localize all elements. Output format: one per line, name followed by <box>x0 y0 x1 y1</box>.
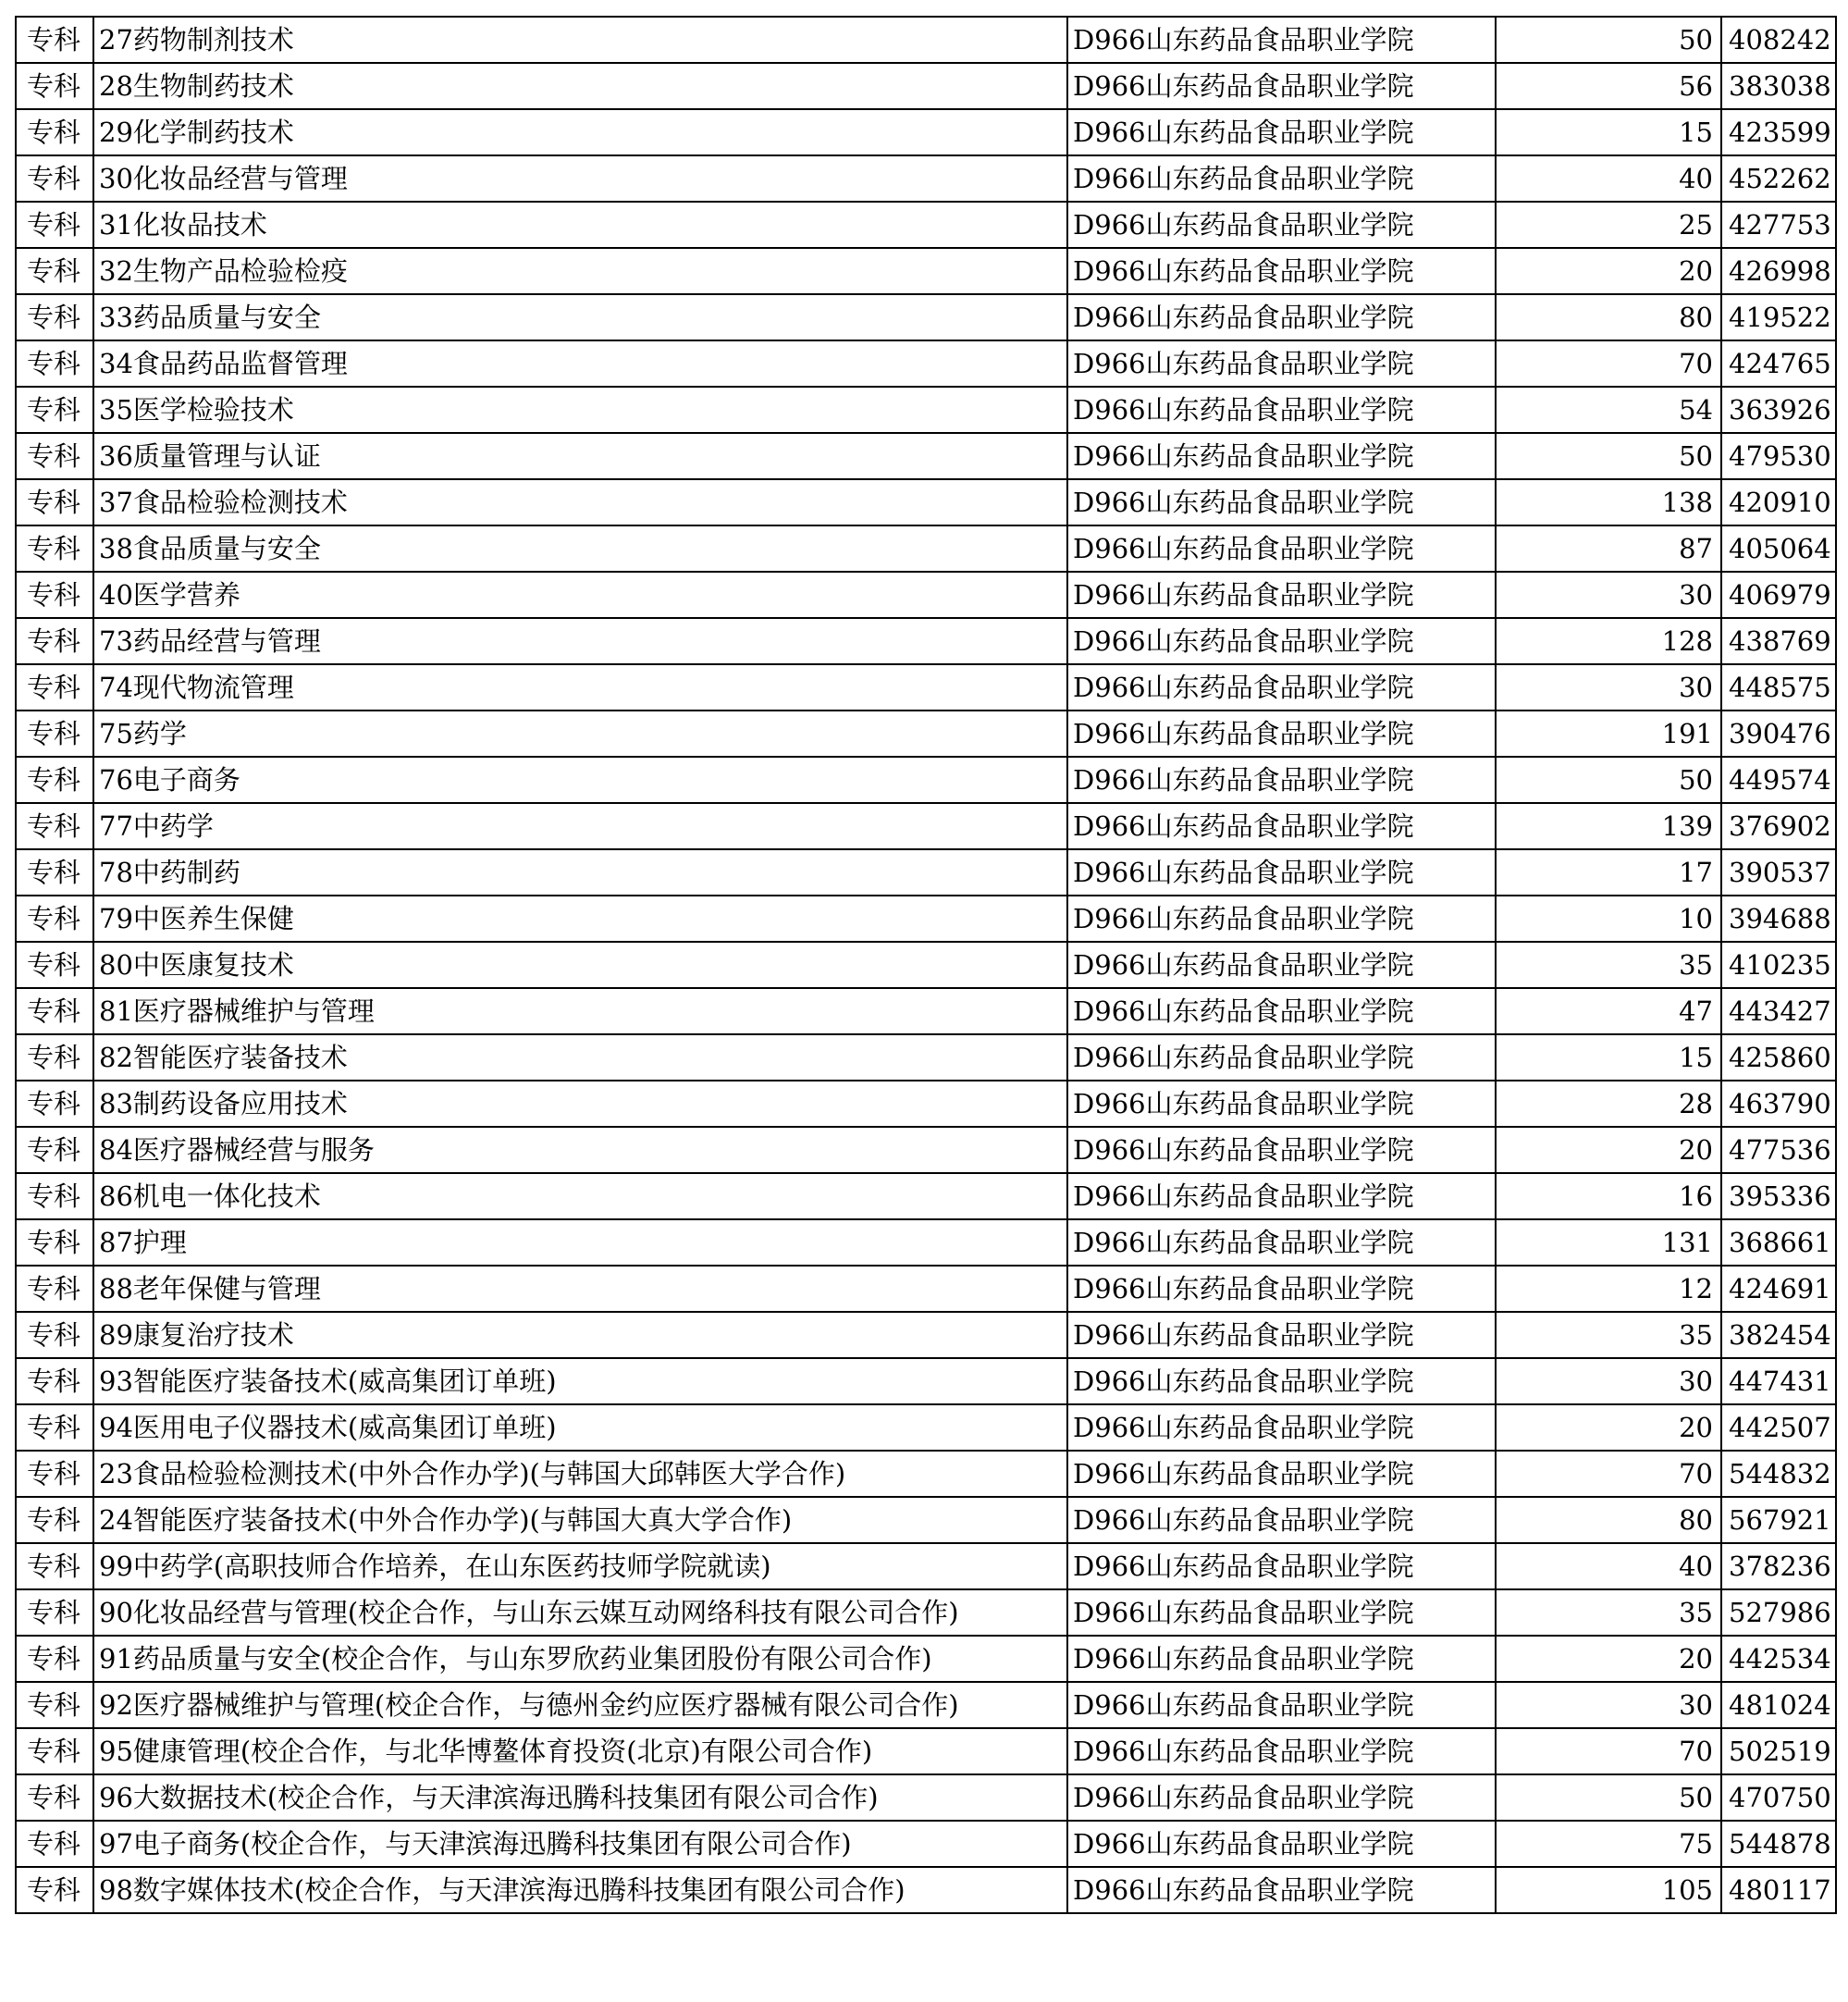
table-row <box>16 572 1836 618</box>
table-row <box>16 1821 1836 1867</box>
school-cell: D966山东药品食品职业学院 <box>1067 433 1496 479</box>
school-cell: D966山东药品食品职业学院 <box>1067 1682 1496 1728</box>
plan-count-cell: 10 <box>1496 896 1721 942</box>
level-cell: 专科 <box>16 1589 93 1636</box>
school-cell: D966山东药品食品职业学院 <box>1067 803 1496 849</box>
major-cell: 27药物制剂技术 <box>93 17 1067 63</box>
plan-count-cell: 20 <box>1496 1636 1721 1682</box>
major-cell: 73药品经营与管理 <box>93 618 1067 664</box>
school-cell: D966山东药品食品职业学院 <box>1067 202 1496 248</box>
min-rank-cell: 479530 <box>1721 433 1836 479</box>
table-row <box>16 340 1836 387</box>
min-rank-cell: 405064 <box>1721 525 1836 572</box>
level-cell: 专科 <box>16 1497 93 1543</box>
min-rank-cell: 376902 <box>1721 803 1836 849</box>
school-cell: D966山东药品食品职业学院 <box>1067 525 1496 572</box>
level-cell: 专科 <box>16 803 93 849</box>
plan-count-cell: 54 <box>1496 387 1721 433</box>
school-cell: D966山东药品食品职业学院 <box>1067 1173 1496 1219</box>
plan-count-cell: 56 <box>1496 63 1721 109</box>
major-cell: 93智能医疗装备技术(威高集团订单班) <box>93 1358 1067 1404</box>
level-cell: 专科 <box>16 988 93 1034</box>
table-row <box>16 433 1836 479</box>
table-row <box>16 1404 1836 1451</box>
level-cell: 专科 <box>16 1543 93 1589</box>
level-cell: 专科 <box>16 1728 93 1774</box>
min-rank-cell: 480117 <box>1721 1867 1836 1913</box>
major-cell: 95健康管理(校企合作，与北华博鳌体育投资(北京)有限公司合作) <box>93 1728 1067 1774</box>
major-cell: 94医用电子仪器技术(威高集团订单班) <box>93 1404 1067 1451</box>
level-cell: 专科 <box>16 1636 93 1682</box>
plan-count-cell: 17 <box>1496 849 1721 896</box>
major-cell: 33药品质量与安全 <box>93 294 1067 340</box>
level-cell: 专科 <box>16 1219 93 1266</box>
plan-count-cell: 16 <box>1496 1173 1721 1219</box>
table-row <box>16 525 1836 572</box>
min-rank-cell: 394688 <box>1721 896 1836 942</box>
table-row <box>16 1266 1836 1312</box>
school-cell: D966山东药品食品职业学院 <box>1067 664 1496 711</box>
table-row <box>16 896 1836 942</box>
min-rank-cell: 567921 <box>1721 1497 1836 1543</box>
table-row <box>16 988 1836 1034</box>
level-cell: 专科 <box>16 340 93 387</box>
min-rank-cell: 426998 <box>1721 248 1836 294</box>
min-rank-cell: 406979 <box>1721 572 1836 618</box>
min-rank-cell: 470750 <box>1721 1774 1836 1821</box>
table-row <box>16 1451 1836 1497</box>
school-cell: D966山东药品食品职业学院 <box>1067 1636 1496 1682</box>
table-row <box>16 63 1836 109</box>
major-cell: 79中医养生保健 <box>93 896 1067 942</box>
level-cell: 专科 <box>16 757 93 803</box>
plan-count-cell: 12 <box>1496 1266 1721 1312</box>
school-cell: D966山东药品食品职业学院 <box>1067 1821 1496 1867</box>
plan-count-cell: 30 <box>1496 1682 1721 1728</box>
min-rank-cell: 419522 <box>1721 294 1836 340</box>
major-cell: 97电子商务(校企合作，与天津滨海迅腾科技集团有限公司合作) <box>93 1821 1067 1867</box>
major-cell: 90化妆品经营与管理(校企合作，与山东云媒互动网络科技有限公司合作) <box>93 1589 1067 1636</box>
min-rank-cell: 463790 <box>1721 1081 1836 1127</box>
table-row <box>16 849 1836 896</box>
min-rank-cell: 481024 <box>1721 1682 1836 1728</box>
table-row <box>16 1034 1836 1081</box>
major-cell: 82智能医疗装备技术 <box>93 1034 1067 1081</box>
table-row <box>16 248 1836 294</box>
level-cell: 专科 <box>16 479 93 525</box>
school-cell: D966山东药品食品职业学院 <box>1067 1728 1496 1774</box>
table-row <box>16 294 1836 340</box>
level-cell: 专科 <box>16 896 93 942</box>
table-row <box>16 1728 1836 1774</box>
table-row <box>16 17 1836 63</box>
plan-count-cell: 30 <box>1496 1358 1721 1404</box>
school-cell: D966山东药品食品职业学院 <box>1067 1219 1496 1266</box>
plan-count-cell: 80 <box>1496 1497 1721 1543</box>
admission-table-body <box>16 17 1836 1913</box>
plan-count-cell: 105 <box>1496 1867 1721 1913</box>
plan-count-cell: 35 <box>1496 942 1721 988</box>
level-cell: 专科 <box>16 63 93 109</box>
major-cell: 81医疗器械维护与管理 <box>93 988 1067 1034</box>
min-rank-cell: 544878 <box>1721 1821 1836 1867</box>
table-row <box>16 757 1836 803</box>
major-cell: 99中药学(高职技师合作培养，在山东医药技师学院就读) <box>93 1543 1067 1589</box>
major-cell: 38食品质量与安全 <box>93 525 1067 572</box>
min-rank-cell: 424765 <box>1721 340 1836 387</box>
plan-count-cell: 70 <box>1496 1728 1721 1774</box>
level-cell: 专科 <box>16 1127 93 1173</box>
school-cell: D966山东药品食品职业学院 <box>1067 942 1496 988</box>
school-cell: D966山东药品食品职业学院 <box>1067 711 1496 757</box>
major-cell: 80中医康复技术 <box>93 942 1067 988</box>
level-cell: 专科 <box>16 664 93 711</box>
table-row <box>16 1312 1836 1358</box>
min-rank-cell: 382454 <box>1721 1312 1836 1358</box>
min-rank-cell: 442534 <box>1721 1636 1836 1682</box>
table-row <box>16 1219 1836 1266</box>
level-cell: 专科 <box>16 387 93 433</box>
plan-count-cell: 20 <box>1496 248 1721 294</box>
major-cell: 98数字媒体技术(校企合作，与天津滨海迅腾科技集团有限公司合作) <box>93 1867 1067 1913</box>
major-cell: 88老年保健与管理 <box>93 1266 1067 1312</box>
plan-count-cell: 50 <box>1496 757 1721 803</box>
level-cell: 专科 <box>16 525 93 572</box>
major-cell: 75药学 <box>93 711 1067 757</box>
plan-count-cell: 40 <box>1496 155 1721 202</box>
level-cell: 专科 <box>16 942 93 988</box>
min-rank-cell: 449574 <box>1721 757 1836 803</box>
school-cell: D966山东药品食品职业学院 <box>1067 849 1496 896</box>
plan-count-cell: 15 <box>1496 1034 1721 1081</box>
school-cell: D966山东药品食品职业学院 <box>1067 1312 1496 1358</box>
min-rank-cell: 363926 <box>1721 387 1836 433</box>
school-cell: D966山东药品食品职业学院 <box>1067 572 1496 618</box>
plan-count-cell: 20 <box>1496 1127 1721 1173</box>
table-row <box>16 1636 1836 1682</box>
plan-count-cell: 35 <box>1496 1312 1721 1358</box>
min-rank-cell: 424691 <box>1721 1266 1836 1312</box>
plan-count-cell: 128 <box>1496 618 1721 664</box>
school-cell: D966山东药品食品职业学院 <box>1067 1266 1496 1312</box>
level-cell: 专科 <box>16 618 93 664</box>
school-cell: D966山东药品食品职业学院 <box>1067 109 1496 155</box>
school-cell: D966山东药品食品职业学院 <box>1067 757 1496 803</box>
major-cell: 31化妆品技术 <box>93 202 1067 248</box>
table-row <box>16 387 1836 433</box>
major-cell: 23食品检验检测技术(中外合作办学)(与韩国大邱韩医大学合作) <box>93 1451 1067 1497</box>
major-cell: 96大数据技术(校企合作，与天津滨海迅腾科技集团有限公司合作) <box>93 1774 1067 1821</box>
school-cell: D966山东药品食品职业学院 <box>1067 1589 1496 1636</box>
level-cell: 专科 <box>16 155 93 202</box>
plan-count-cell: 35 <box>1496 1589 1721 1636</box>
level-cell: 专科 <box>16 849 93 896</box>
school-cell: D966山东药品食品职业学院 <box>1067 17 1496 63</box>
table-row <box>16 942 1836 988</box>
major-cell: 91药品质量与安全(校企合作，与山东罗欣药业集团股份有限公司合作) <box>93 1636 1067 1682</box>
min-rank-cell: 420910 <box>1721 479 1836 525</box>
school-cell: D966山东药品食品职业学院 <box>1067 1451 1496 1497</box>
school-cell: D966山东药品食品职业学院 <box>1067 1081 1496 1127</box>
level-cell: 专科 <box>16 17 93 63</box>
min-rank-cell: 408242 <box>1721 17 1836 63</box>
min-rank-cell: 442507 <box>1721 1404 1836 1451</box>
major-cell: 29化学制药技术 <box>93 109 1067 155</box>
school-cell: D966山东药品食品职业学院 <box>1067 248 1496 294</box>
min-rank-cell: 438769 <box>1721 618 1836 664</box>
school-cell: D966山东药品食品职业学院 <box>1067 479 1496 525</box>
level-cell: 专科 <box>16 1774 93 1821</box>
table-row <box>16 1867 1836 1913</box>
plan-count-cell: 25 <box>1496 202 1721 248</box>
level-cell: 专科 <box>16 1867 93 1913</box>
plan-count-cell: 50 <box>1496 1774 1721 1821</box>
major-cell: 34食品药品监督管理 <box>93 340 1067 387</box>
school-cell: D966山东药品食品职业学院 <box>1067 63 1496 109</box>
table-row <box>16 1127 1836 1173</box>
school-cell: D966山东药品食品职业学院 <box>1067 896 1496 942</box>
school-cell: D966山东药品食品职业学院 <box>1067 1404 1496 1451</box>
min-rank-cell: 378236 <box>1721 1543 1836 1589</box>
school-cell: D966山东药品食品职业学院 <box>1067 1358 1496 1404</box>
major-cell: 76电子商务 <box>93 757 1067 803</box>
plan-count-cell: 50 <box>1496 433 1721 479</box>
table-row <box>16 711 1836 757</box>
level-cell: 专科 <box>16 1404 93 1451</box>
plan-count-cell: 70 <box>1496 1451 1721 1497</box>
plan-count-cell: 20 <box>1496 1404 1721 1451</box>
major-cell: 32生物产品检验检疫 <box>93 248 1067 294</box>
level-cell: 专科 <box>16 1034 93 1081</box>
major-cell: 92医疗器械维护与管理(校企合作，与德州金约应医疗器械有限公司合作) <box>93 1682 1067 1728</box>
major-cell: 87护理 <box>93 1219 1067 1266</box>
min-rank-cell: 452262 <box>1721 155 1836 202</box>
plan-count-cell: 70 <box>1496 340 1721 387</box>
plan-count-cell: 191 <box>1496 711 1721 757</box>
min-rank-cell: 443427 <box>1721 988 1836 1034</box>
major-cell: 37食品检验检测技术 <box>93 479 1067 525</box>
admission-table <box>15 16 1837 1914</box>
min-rank-cell: 390476 <box>1721 711 1836 757</box>
plan-count-cell: 80 <box>1496 294 1721 340</box>
min-rank-cell: 502519 <box>1721 1728 1836 1774</box>
table-row <box>16 1682 1836 1728</box>
min-rank-cell: 427753 <box>1721 202 1836 248</box>
plan-count-cell: 138 <box>1496 479 1721 525</box>
min-rank-cell: 395336 <box>1721 1173 1836 1219</box>
plan-count-cell: 47 <box>1496 988 1721 1034</box>
table-row <box>16 618 1836 664</box>
major-cell: 36质量管理与认证 <box>93 433 1067 479</box>
table-row <box>16 1081 1836 1127</box>
table-row <box>16 1358 1836 1404</box>
school-cell: D966山东药品食品职业学院 <box>1067 1034 1496 1081</box>
level-cell: 专科 <box>16 109 93 155</box>
school-cell: D966山东药品食品职业学院 <box>1067 294 1496 340</box>
plan-count-cell: 139 <box>1496 803 1721 849</box>
school-cell: D966山东药品食品职业学院 <box>1067 340 1496 387</box>
min-rank-cell: 368661 <box>1721 1219 1836 1266</box>
level-cell: 专科 <box>16 572 93 618</box>
min-rank-cell: 527986 <box>1721 1589 1836 1636</box>
major-cell: 40医学营养 <box>93 572 1067 618</box>
major-cell: 78中药制药 <box>93 849 1067 896</box>
table-row <box>16 1173 1836 1219</box>
major-cell: 86机电一体化技术 <box>93 1173 1067 1219</box>
major-cell: 28生物制药技术 <box>93 63 1067 109</box>
table-row <box>16 1497 1836 1543</box>
level-cell: 专科 <box>16 1312 93 1358</box>
table-row <box>16 202 1836 248</box>
school-cell: D966山东药品食品职业学院 <box>1067 1497 1496 1543</box>
major-cell: 83制药设备应用技术 <box>93 1081 1067 1127</box>
level-cell: 专科 <box>16 433 93 479</box>
level-cell: 专科 <box>16 1173 93 1219</box>
school-cell: D966山东药品食品职业学院 <box>1067 1867 1496 1913</box>
level-cell: 专科 <box>16 1821 93 1867</box>
plan-count-cell: 40 <box>1496 1543 1721 1589</box>
table-row <box>16 109 1836 155</box>
min-rank-cell: 423599 <box>1721 109 1836 155</box>
major-cell: 24智能医疗装备技术(中外合作办学)(与韩国大真大学合作) <box>93 1497 1067 1543</box>
major-cell: 30化妆品经营与管理 <box>93 155 1067 202</box>
min-rank-cell: 390537 <box>1721 849 1836 896</box>
major-cell: 74现代物流管理 <box>93 664 1067 711</box>
plan-count-cell: 15 <box>1496 109 1721 155</box>
level-cell: 专科 <box>16 1451 93 1497</box>
major-cell: 77中药学 <box>93 803 1067 849</box>
plan-count-cell: 75 <box>1496 1821 1721 1867</box>
table-row <box>16 664 1836 711</box>
level-cell: 专科 <box>16 1266 93 1312</box>
min-rank-cell: 447431 <box>1721 1358 1836 1404</box>
plan-count-cell: 131 <box>1496 1219 1721 1266</box>
level-cell: 专科 <box>16 1081 93 1127</box>
school-cell: D966山东药品食品职业学院 <box>1067 618 1496 664</box>
min-rank-cell: 383038 <box>1721 63 1836 109</box>
min-rank-cell: 477536 <box>1721 1127 1836 1173</box>
plan-count-cell: 87 <box>1496 525 1721 572</box>
level-cell: 专科 <box>16 1682 93 1728</box>
table-row <box>16 1543 1836 1589</box>
min-rank-cell: 544832 <box>1721 1451 1836 1497</box>
table-row <box>16 155 1836 202</box>
level-cell: 专科 <box>16 1358 93 1404</box>
major-cell: 35医学检验技术 <box>93 387 1067 433</box>
school-cell: D966山东药品食品职业学院 <box>1067 988 1496 1034</box>
school-cell: D966山东药品食品职业学院 <box>1067 1127 1496 1173</box>
min-rank-cell: 448575 <box>1721 664 1836 711</box>
min-rank-cell: 410235 <box>1721 942 1836 988</box>
plan-count-cell: 50 <box>1496 17 1721 63</box>
level-cell: 专科 <box>16 202 93 248</box>
school-cell: D966山东药品食品职业学院 <box>1067 155 1496 202</box>
major-cell: 89康复治疗技术 <box>93 1312 1067 1358</box>
min-rank-cell: 425860 <box>1721 1034 1836 1081</box>
level-cell: 专科 <box>16 711 93 757</box>
plan-count-cell: 30 <box>1496 572 1721 618</box>
school-cell: D966山东药品食品职业学院 <box>1067 1774 1496 1821</box>
school-cell: D966山东药品食品职业学院 <box>1067 1543 1496 1589</box>
level-cell: 专科 <box>16 294 93 340</box>
plan-count-cell: 28 <box>1496 1081 1721 1127</box>
table-row <box>16 1774 1836 1821</box>
table-row <box>16 479 1836 525</box>
level-cell: 专科 <box>16 248 93 294</box>
table-row <box>16 803 1836 849</box>
plan-count-cell: 30 <box>1496 664 1721 711</box>
table-row <box>16 1589 1836 1636</box>
major-cell: 84医疗器械经营与服务 <box>93 1127 1067 1173</box>
school-cell: D966山东药品食品职业学院 <box>1067 387 1496 433</box>
